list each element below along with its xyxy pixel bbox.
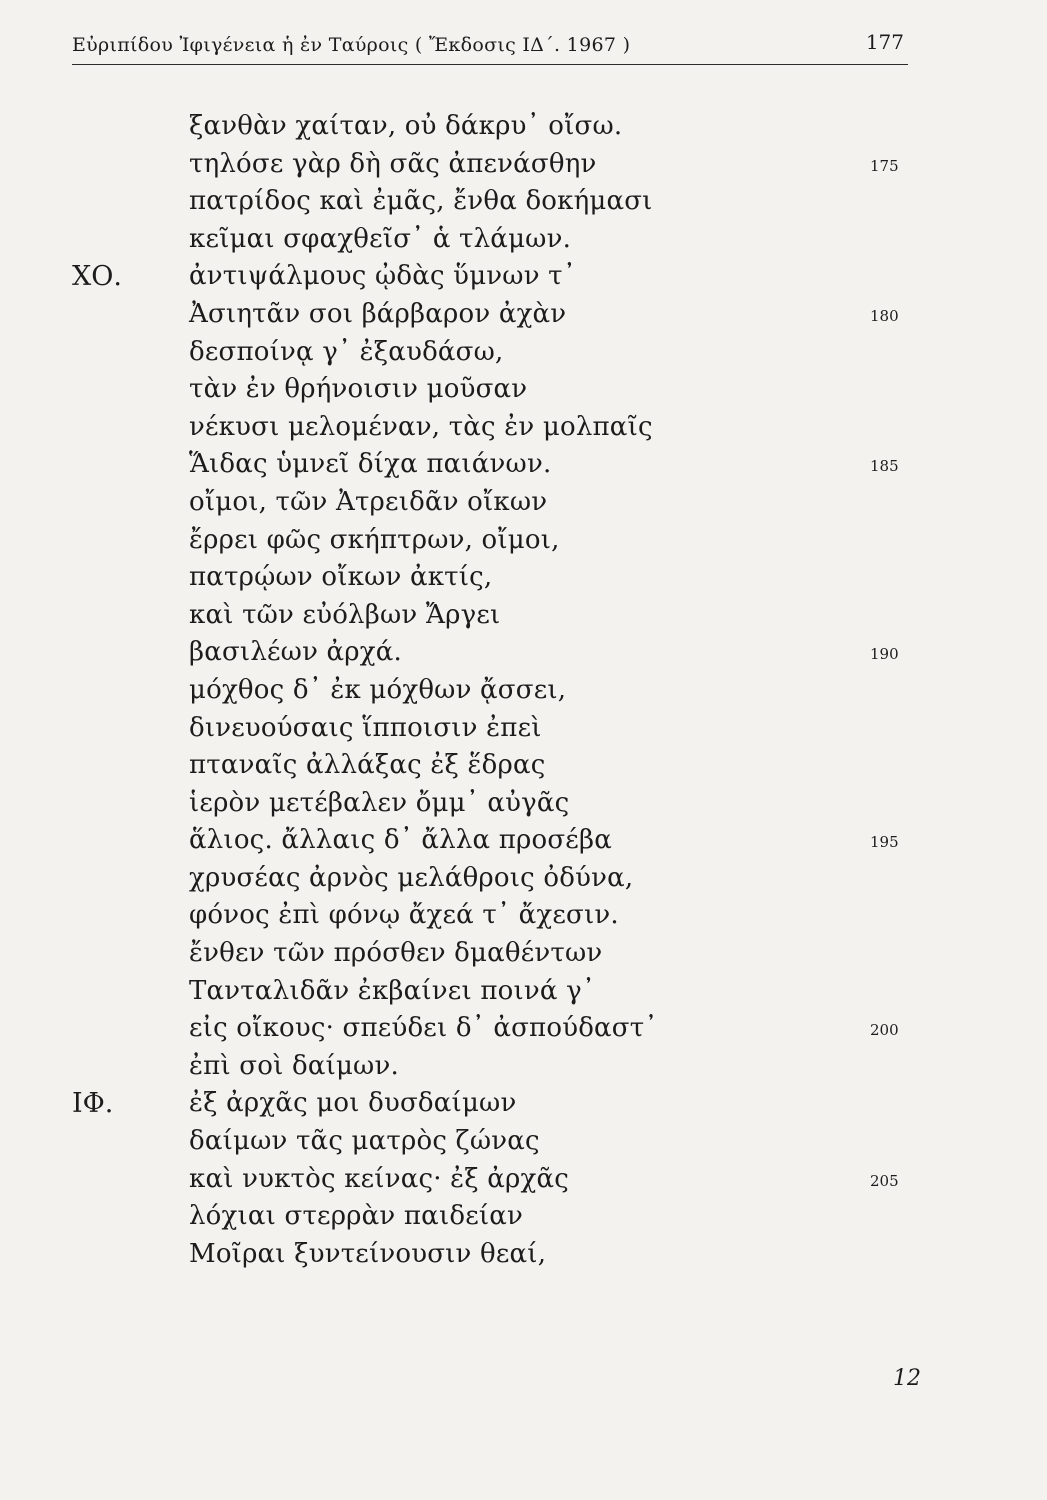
- verse-line: [0, 1048, 1047, 1086]
- verse-text: ἔρρει φῶς σκήπτρων, οἴμοι,: [189, 524, 560, 555]
- verse-line: [0, 897, 1047, 935]
- verse-text: ἐξ ἀρχᾶς μοι δυσδαίμων: [189, 1088, 517, 1119]
- verse-block: [0, 108, 1047, 1273]
- verse-line: [0, 484, 1047, 522]
- verse-line: [0, 634, 1047, 672]
- verse-line: [0, 1123, 1047, 1161]
- verse-line: [0, 1236, 1047, 1274]
- verse-text: βασιλέων ἀρχά.: [189, 637, 402, 668]
- verse-text: πταναῖς ἀλλάξας ἐξ ἕδρας: [189, 750, 546, 781]
- line-number: 195: [870, 833, 899, 852]
- verse-line: [0, 559, 1047, 597]
- running-title: Εὐριπίδου Ἰφιγένεια ἡ ἐν Ταύροις ( Ἔκδοσις ΙΔ΄. 1967 ): [72, 34, 631, 56]
- verse-text: νέκυσι μελομέναν, τὰς ἐν μολπαῖς: [189, 411, 653, 442]
- verse-line: [0, 710, 1047, 748]
- verse-line: [0, 522, 1047, 560]
- verse-text: Ἀσιητᾶν σοι βάρβαρον ἀχὰν: [189, 298, 567, 329]
- verse-text: λόχιαι στερρὰν παιδείαν: [189, 1201, 524, 1232]
- verse-text: δινευούσαις ἵπποισιν ἐπεὶ: [189, 712, 542, 743]
- line-number: 175: [870, 156, 899, 175]
- verse-line: [0, 597, 1047, 635]
- verse-text: Μοῖραι ξυντείνουσιν θεαί,: [189, 1238, 547, 1269]
- verse-line: [0, 860, 1047, 898]
- line-number: 200: [870, 1021, 899, 1040]
- verse-line: [0, 258, 1047, 296]
- verse-line: [0, 785, 1047, 823]
- verse-line: [0, 221, 1047, 259]
- verse-text: οἴμοι, τῶν Ἀτρειδᾶν οἴκων: [189, 486, 548, 517]
- verse-line: [0, 1198, 1047, 1236]
- verse-text: κεῖμαι σφαχθεῖσ᾽ ἁ τλάμων.: [189, 223, 572, 254]
- verse-text: μόχθος δ᾽ ἐκ μόχθων ᾄσσει,: [189, 674, 567, 705]
- verse-line: [0, 1010, 1047, 1048]
- verse-line: [0, 935, 1047, 973]
- verse-text: φόνος ἐπὶ φόνῳ ἄχεά τ᾽ ἄχεσιν.: [189, 900, 619, 931]
- signature-mark: 12: [893, 1366, 921, 1391]
- line-number: 185: [870, 457, 899, 476]
- verse-text: πατρίδος καὶ ἐμᾶς, ἔνθα δοκήμασι: [189, 186, 653, 217]
- line-number: 180: [870, 306, 899, 325]
- verse-line: [0, 747, 1047, 785]
- verse-text: Τανταλιδᾶν ἐκβαίνει ποινά γ᾽: [189, 975, 596, 1006]
- verse-line: [0, 371, 1047, 409]
- speaker-label: ΧΟ.: [72, 261, 122, 293]
- verse-line: [0, 334, 1047, 372]
- verse-line: [0, 446, 1047, 484]
- verse-text: ξανθὰν χαίταν, οὐ δάκρυ᾽ οἴσω.: [189, 111, 623, 141]
- verse-line: [0, 183, 1047, 221]
- page-number: 177: [865, 30, 904, 54]
- verse-text: δεσποίνᾳ γ᾽ ἐξαυδάσω,: [189, 336, 504, 367]
- speaker-label: ΙΦ.: [72, 1088, 114, 1120]
- verse-text: δαίμων τᾶς ματρὸς ζώνας: [189, 1126, 540, 1157]
- verse-line: [0, 146, 1047, 184]
- verse-line: [0, 409, 1047, 447]
- line-number: 205: [870, 1171, 899, 1190]
- verse-text: καὶ νυκτὸς κείνας· ἐξ ἀρχᾶς: [189, 1163, 570, 1194]
- verse-line: [0, 973, 1047, 1011]
- verse-line: [0, 296, 1047, 334]
- verse-text: πατρῴων οἴκων ἀκτίς,: [189, 562, 493, 593]
- verse-text: τὰν ἐν θρήνοισιν μοῦσαν: [189, 374, 528, 405]
- verse-text: ἔνθεν τῶν πρόσθεν δμαθέντων: [189, 938, 603, 969]
- verse-text: ἀντιψάλμους ᾠδὰς ὕμνων τ᾽: [189, 261, 576, 292]
- verse-text: ἱερὸν μετέβαλεν ὄμμ᾽ αὐγᾶς: [189, 787, 570, 818]
- verse-text: καὶ τῶν εὐόλβων Ἄργει: [189, 599, 501, 630]
- verse-text: Ἅιδας ὑμνεῖ δίχα παιάνων.: [189, 449, 552, 480]
- running-head: [72, 30, 908, 65]
- verse-text: ἐπὶ σοὶ δαίμων.: [189, 1050, 399, 1081]
- verse-line: [0, 1085, 1047, 1123]
- verse-line: [0, 672, 1047, 710]
- verse-line: [0, 822, 1047, 860]
- verse-line: [0, 108, 1047, 146]
- verse-text: χρυσέας ἀρνὸς μελάθροις ὀδύνα,: [189, 862, 634, 893]
- verse-text: τηλόσε γὰρ δὴ σᾶς ἀπενάσθην: [189, 148, 597, 179]
- verse-text: εἰς οἴκους· σπεύδει δ᾽ ἀσπούδαστ᾽: [189, 1013, 658, 1044]
- verse-text: ἅλιος. ἄλλαις δ᾽ ἄλλα προσέβα: [189, 825, 612, 856]
- verse-line: [0, 1161, 1047, 1199]
- line-number: 190: [870, 645, 899, 664]
